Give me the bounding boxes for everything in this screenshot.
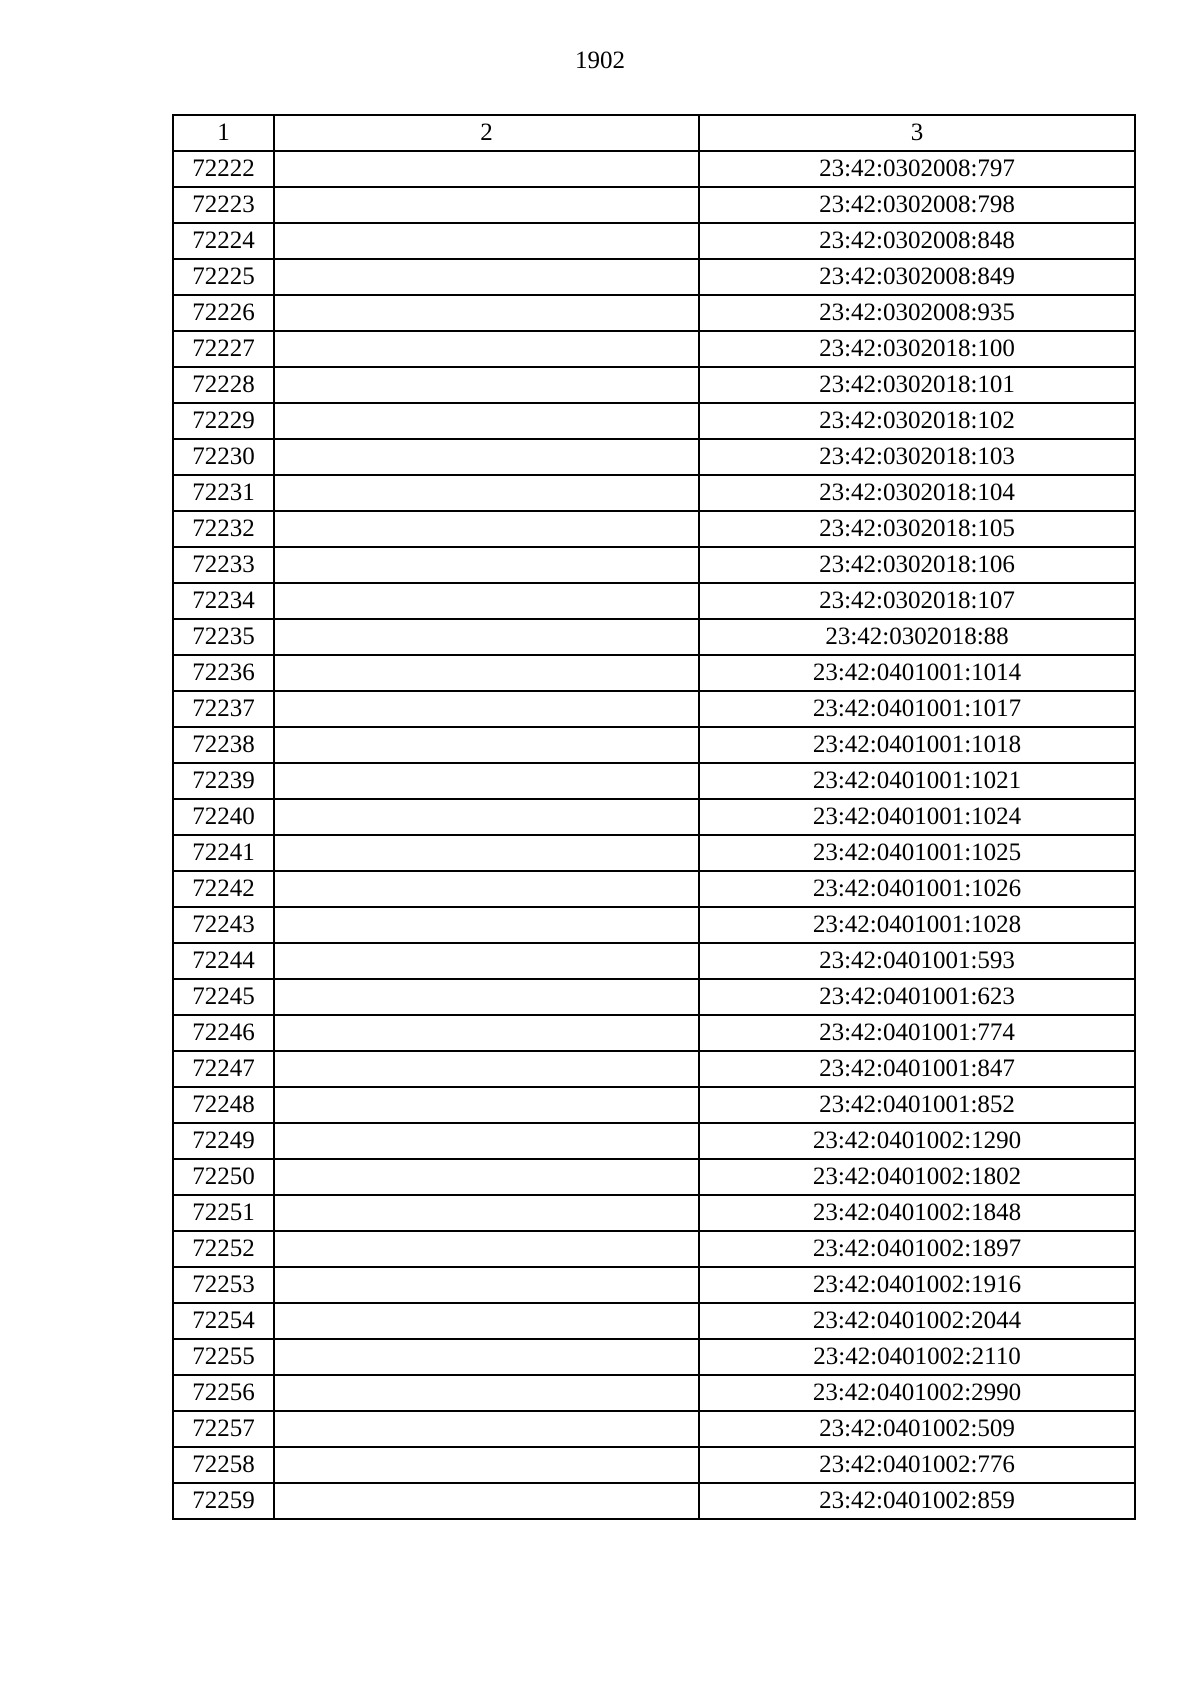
row-name-cell <box>274 763 699 799</box>
table-row <box>173 619 1135 655</box>
column-header-3: 3 <box>699 115 1135 151</box>
cadastral-number-cell: 23:42:0302018:102 <box>699 403 1135 439</box>
table-row <box>173 691 1135 727</box>
row-number-cell: 72244 <box>173 943 274 979</box>
row-name-cell <box>274 871 699 907</box>
row-name-cell <box>274 151 699 187</box>
row-number-cell: 72239 <box>173 763 274 799</box>
row-name-cell <box>274 979 699 1015</box>
cadastral-number-cell: 23:42:0401001:1014 <box>699 655 1135 691</box>
row-name-cell <box>274 1483 699 1519</box>
table-row <box>173 799 1135 835</box>
row-number-cell: 72229 <box>173 403 274 439</box>
cadastral-number-cell: 23:42:0302008:849 <box>699 259 1135 295</box>
table-row <box>173 511 1135 547</box>
row-number-cell: 72247 <box>173 1051 274 1087</box>
row-number-cell: 72242 <box>173 871 274 907</box>
table-row <box>173 331 1135 367</box>
cadastral-number-cell: 23:42:0401002:2110 <box>699 1339 1135 1375</box>
row-name-cell <box>274 1267 699 1303</box>
row-number-cell: 72257 <box>173 1411 274 1447</box>
row-name-cell <box>274 1015 699 1051</box>
row-name-cell <box>274 1231 699 1267</box>
table-body <box>173 151 1135 1519</box>
row-number-cell: 72248 <box>173 1087 274 1123</box>
row-name-cell <box>274 619 699 655</box>
column-header-2: 2 <box>274 115 699 151</box>
row-name-cell <box>274 403 699 439</box>
row-number-cell: 72256 <box>173 1375 274 1411</box>
table-row <box>173 655 1135 691</box>
row-number-cell: 72237 <box>173 691 274 727</box>
cadastral-number-cell: 23:42:0401001:847 <box>699 1051 1135 1087</box>
cadastral-number-cell: 23:42:0401002:1290 <box>699 1123 1135 1159</box>
cadastral-number-cell: 23:42:0401001:1028 <box>699 907 1135 943</box>
cadastral-number-cell: 23:42:0302008:798 <box>699 187 1135 223</box>
row-number-cell: 72235 <box>173 619 274 655</box>
cadastral-number-cell: 23:42:0302018:106 <box>699 547 1135 583</box>
cadastral-number-cell: 23:42:0302018:104 <box>699 475 1135 511</box>
cadastral-number-cell: 23:42:0401002:1916 <box>699 1267 1135 1303</box>
row-name-cell <box>274 907 699 943</box>
row-name-cell <box>274 439 699 475</box>
cadastral-number-cell: 23:42:0401002:2990 <box>699 1375 1135 1411</box>
row-name-cell <box>274 691 699 727</box>
cadastral-number-cell: 23:42:0401002:1848 <box>699 1195 1135 1231</box>
registry-table <box>172 114 1136 1520</box>
cadastral-number-cell: 23:42:0401001:1024 <box>699 799 1135 835</box>
row-name-cell <box>274 583 699 619</box>
row-number-cell: 72250 <box>173 1159 274 1195</box>
cadastral-number-cell: 23:42:0302018:100 <box>699 331 1135 367</box>
row-name-cell <box>274 1375 699 1411</box>
cadastral-number-cell: 23:42:0401002:776 <box>699 1447 1135 1483</box>
table-row <box>173 475 1135 511</box>
row-number-cell: 72228 <box>173 367 274 403</box>
table-row <box>173 295 1135 331</box>
cadastral-number-cell: 23:42:0302018:88 <box>699 619 1135 655</box>
table-row <box>173 943 1135 979</box>
table-row <box>173 1267 1135 1303</box>
table-row <box>173 1447 1135 1483</box>
row-number-cell: 72246 <box>173 1015 274 1051</box>
table-row <box>173 835 1135 871</box>
row-number-cell: 72249 <box>173 1123 274 1159</box>
row-name-cell <box>274 475 699 511</box>
row-number-cell: 72232 <box>173 511 274 547</box>
row-number-cell: 72254 <box>173 1303 274 1339</box>
cadastral-number-cell: 23:42:0302018:105 <box>699 511 1135 547</box>
row-number-cell: 72241 <box>173 835 274 871</box>
cadastral-number-cell: 23:42:0401001:1025 <box>699 835 1135 871</box>
table-row <box>173 187 1135 223</box>
cadastral-number-cell: 23:42:0401001:623 <box>699 979 1135 1015</box>
row-name-cell <box>274 187 699 223</box>
table-row <box>173 1195 1135 1231</box>
row-name-cell <box>274 547 699 583</box>
row-number-cell: 72258 <box>173 1447 274 1483</box>
row-name-cell <box>274 1339 699 1375</box>
table-row <box>173 1483 1135 1519</box>
table-row <box>173 763 1135 799</box>
row-name-cell <box>274 1087 699 1123</box>
row-name-cell <box>274 223 699 259</box>
row-number-cell: 72227 <box>173 331 274 367</box>
row-number-cell: 72230 <box>173 439 274 475</box>
cadastral-number-cell: 23:42:0302018:103 <box>699 439 1135 475</box>
cadastral-number-cell: 23:42:0302008:935 <box>699 295 1135 331</box>
table-row <box>173 1087 1135 1123</box>
table-row <box>173 547 1135 583</box>
table-row <box>173 367 1135 403</box>
table-row <box>173 979 1135 1015</box>
row-name-cell <box>274 1051 699 1087</box>
table-row <box>173 403 1135 439</box>
table-row <box>173 1339 1135 1375</box>
table-row <box>173 1375 1135 1411</box>
row-name-cell <box>274 943 699 979</box>
row-number-cell: 72245 <box>173 979 274 1015</box>
cadastral-number-cell: 23:42:0401002:2044 <box>699 1303 1135 1339</box>
row-name-cell <box>274 1195 699 1231</box>
row-name-cell <box>274 511 699 547</box>
row-name-cell <box>274 1123 699 1159</box>
table-row <box>173 907 1135 943</box>
cadastral-number-cell: 23:42:0401002:1897 <box>699 1231 1135 1267</box>
table-row <box>173 1411 1135 1447</box>
cadastral-number-cell: 23:42:0401002:1802 <box>699 1159 1135 1195</box>
row-number-cell: 72243 <box>173 907 274 943</box>
row-number-cell: 72226 <box>173 295 274 331</box>
cadastral-number-cell: 23:42:0401001:1021 <box>699 763 1135 799</box>
cadastral-number-cell: 23:42:0401001:1018 <box>699 727 1135 763</box>
table-row <box>173 1303 1135 1339</box>
row-number-cell: 72225 <box>173 259 274 295</box>
row-number-cell: 72222 <box>173 151 274 187</box>
table-row <box>173 871 1135 907</box>
cadastral-number-cell: 23:42:0401001:1026 <box>699 871 1135 907</box>
table-row <box>173 1231 1135 1267</box>
row-name-cell <box>274 727 699 763</box>
table-row <box>173 151 1135 187</box>
row-name-cell <box>274 1159 699 1195</box>
row-number-cell: 72231 <box>173 475 274 511</box>
cadastral-number-cell: 23:42:0401001:852 <box>699 1087 1135 1123</box>
table-row <box>173 1123 1135 1159</box>
row-number-cell: 72253 <box>173 1267 274 1303</box>
row-name-cell <box>274 259 699 295</box>
row-name-cell <box>274 1447 699 1483</box>
row-number-cell: 72251 <box>173 1195 274 1231</box>
table-row <box>173 1159 1135 1195</box>
table-row <box>173 583 1135 619</box>
row-name-cell <box>274 655 699 691</box>
cadastral-number-cell: 23:42:0401002:509 <box>699 1411 1135 1447</box>
row-number-cell: 72255 <box>173 1339 274 1375</box>
cadastral-number-cell: 23:42:0302008:797 <box>699 151 1135 187</box>
table-row <box>173 259 1135 295</box>
row-number-cell: 72238 <box>173 727 274 763</box>
row-number-cell: 72224 <box>173 223 274 259</box>
table-row <box>173 223 1135 259</box>
table-row <box>173 727 1135 763</box>
row-name-cell <box>274 799 699 835</box>
row-number-cell: 72252 <box>173 1231 274 1267</box>
table-header-row <box>173 115 1135 151</box>
cadastral-number-cell: 23:42:0401002:859 <box>699 1483 1135 1519</box>
cadastral-number-cell: 23:42:0302008:848 <box>699 223 1135 259</box>
row-number-cell: 72259 <box>173 1483 274 1519</box>
row-number-cell: 72236 <box>173 655 274 691</box>
cadastral-number-cell: 23:42:0401001:593 <box>699 943 1135 979</box>
cadastral-number-cell: 23:42:0302018:107 <box>699 583 1135 619</box>
page-number: 1902 <box>575 47 625 74</box>
table-row <box>173 439 1135 475</box>
row-name-cell <box>274 835 699 871</box>
row-name-cell <box>274 295 699 331</box>
row-number-cell: 72223 <box>173 187 274 223</box>
row-number-cell: 72234 <box>173 583 274 619</box>
table-row <box>173 1051 1135 1087</box>
cadastral-number-cell: 23:42:0401001:774 <box>699 1015 1135 1051</box>
cadastral-number-cell: 23:42:0401001:1017 <box>699 691 1135 727</box>
table-row <box>173 1015 1135 1051</box>
row-name-cell <box>274 367 699 403</box>
cadastral-number-cell: 23:42:0302018:101 <box>699 367 1135 403</box>
row-name-cell <box>274 1411 699 1447</box>
column-header-1: 1 <box>173 115 274 151</box>
row-number-cell: 72240 <box>173 799 274 835</box>
row-name-cell <box>274 1303 699 1339</box>
row-number-cell: 72233 <box>173 547 274 583</box>
row-name-cell <box>274 331 699 367</box>
